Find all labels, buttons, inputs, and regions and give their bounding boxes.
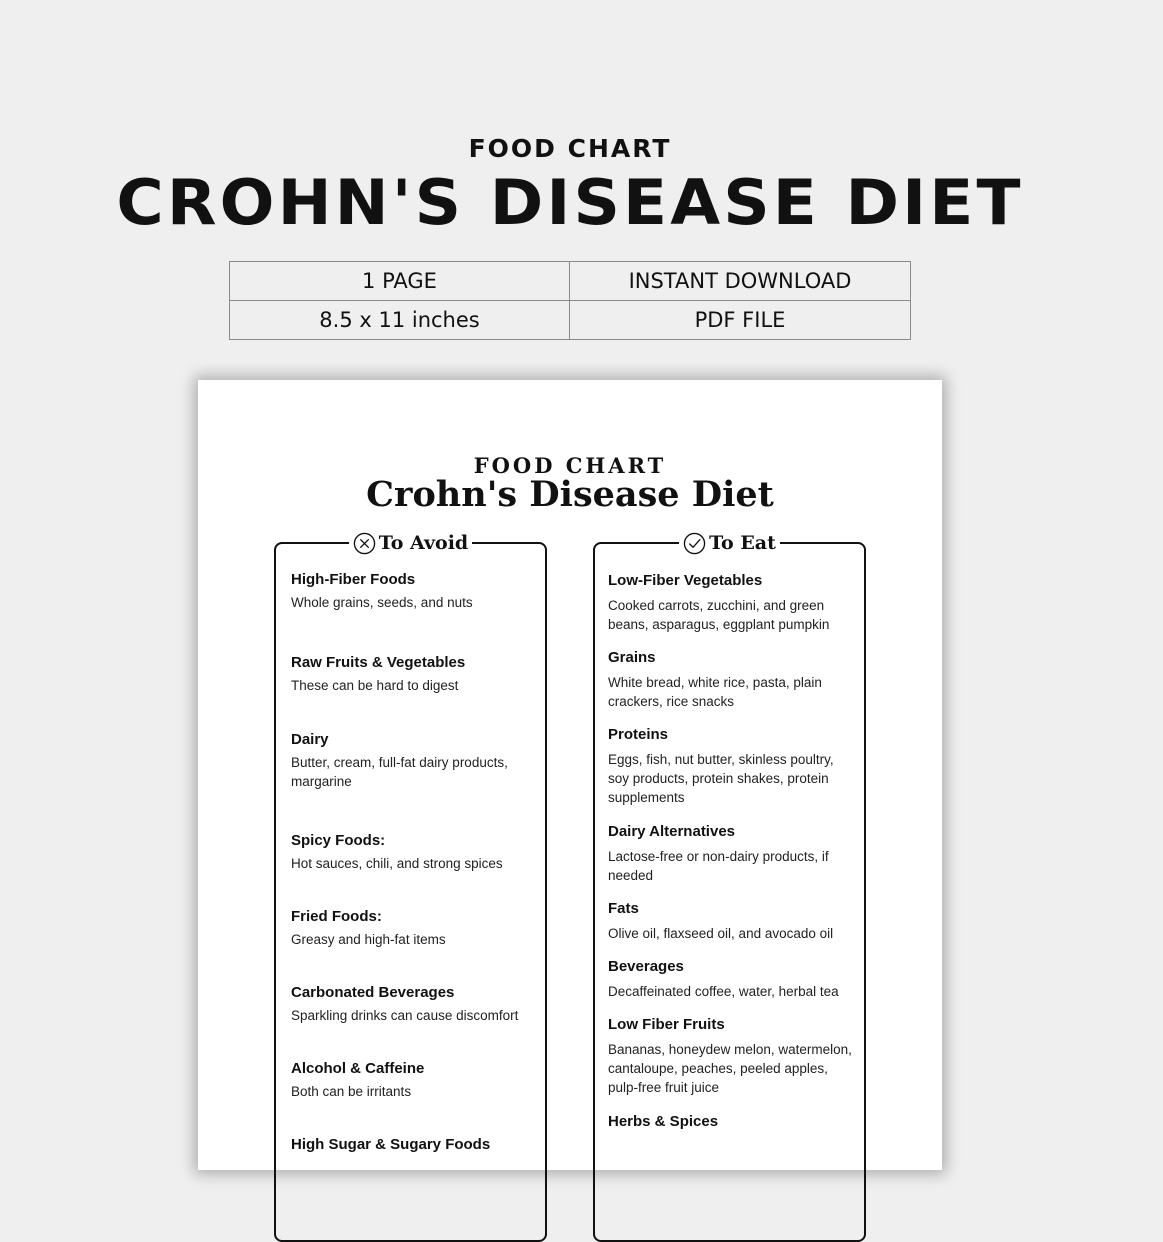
eat-item [608,571,858,634]
chart-sheet [198,380,942,1170]
check-circle-icon [683,532,706,555]
avoid-item [291,831,541,873]
avoid-item-title: Dairy [291,731,329,748]
eat-item [608,957,858,1001]
avoid-panel [274,532,547,1242]
avoid-item [291,1135,541,1158]
eat-item-desc: Cooked carrots, zucchini, and green beans, asparagus, eggplant pumpkin [608,598,830,632]
info-delivery: INSTANT DOWNLOAD [570,262,910,301]
eat-item-desc: Lactose-free or non-dairy products, if needed [608,849,829,883]
avoid-item-desc: Whole grains, seeds, and nuts [291,595,473,610]
eat-item [608,725,858,807]
eat-item-desc: Decaffeinated coffee, water, herbal tea [608,984,839,999]
avoid-label: To Avoid [378,532,469,554]
eat-panel [593,532,866,1242]
info-format: PDF FILE [694,307,786,332]
eat-item [608,648,858,711]
eat-item-title: Low-Fiber Vegetables [608,572,763,589]
avoid-item [291,570,541,612]
avoid-item-desc: These can be hard to digest [291,678,459,693]
avoid-item [291,653,541,695]
avoid-item-desc: Hot sauces, chili, and strong spices [291,856,503,871]
avoid-item-title: Alcohol & Caffeine [291,1060,425,1077]
x-circle-icon [353,532,376,555]
hero-title: CROHN'S DISEASE DIET [116,166,1024,239]
sheet-title: Crohn's Disease Diet [366,474,774,515]
eat-panel-header [595,530,864,556]
eat-item-title: Proteins [608,726,669,743]
avoid-item [291,1059,541,1101]
sheet-subtitle: FOOD CHART [473,453,667,478]
info-size: 8.5 x 11 inches [230,301,570,340]
avoid-item-title: Carbonated Beverages [291,984,455,1001]
hero-subtitle: FOOD CHART [468,134,672,163]
eat-item-title: Low Fiber Fruits [608,1016,725,1033]
avoid-item-desc: Sparkling drinks can cause discomfort [291,1008,519,1023]
eat-item [608,1015,858,1097]
eat-item-title: Beverages [608,958,684,975]
avoid-item [291,907,541,949]
info-pages: 1 PAGE [230,262,570,301]
eat-item [608,899,858,943]
eat-item-desc: Eggs, fish, nut butter, skinless poultry, soy products, protein shakes, protein supplements [608,752,834,805]
avoid-item-desc: Butter, cream, full-fat dairy products, margarine [291,755,508,789]
eat-label: To Eat [709,532,776,554]
eat-item-title: Grains [608,649,656,666]
avoid-item-title: High-Fiber Foods [291,571,416,588]
avoid-item-title: Spicy Foods: [291,832,386,849]
eat-item [608,1112,858,1137]
eat-item-title: Herbs & Spices [608,1113,719,1130]
avoid-item-desc: Both can be irritants [291,1084,412,1099]
product-info-table [229,261,911,340]
avoid-item [291,730,541,791]
avoid-item-desc: Greasy and high-fat items [291,932,446,947]
avoid-item-title: High Sugar & Sugary Foods [291,1136,491,1153]
avoid-item-title: Fried Foods: [291,908,382,925]
eat-item [608,822,858,885]
avoid-panel-header [276,530,545,556]
avoid-item [291,983,541,1025]
eat-item-title: Dairy Alternatives [608,823,736,840]
avoid-item-title: Raw Fruits & Vegetables [291,654,466,671]
eat-item-desc: White bread, white rice, pasta, plain crackers, rice snacks [608,675,822,709]
eat-item-desc: Bananas, honeydew melon, watermelon, cantaloupe, peaches, peeled apples, pulp-free fruit juice [608,1042,852,1095]
eat-item-desc: Olive oil, flaxseed oil, and avocado oil [608,926,834,941]
eat-item-title: Fats [608,900,639,917]
